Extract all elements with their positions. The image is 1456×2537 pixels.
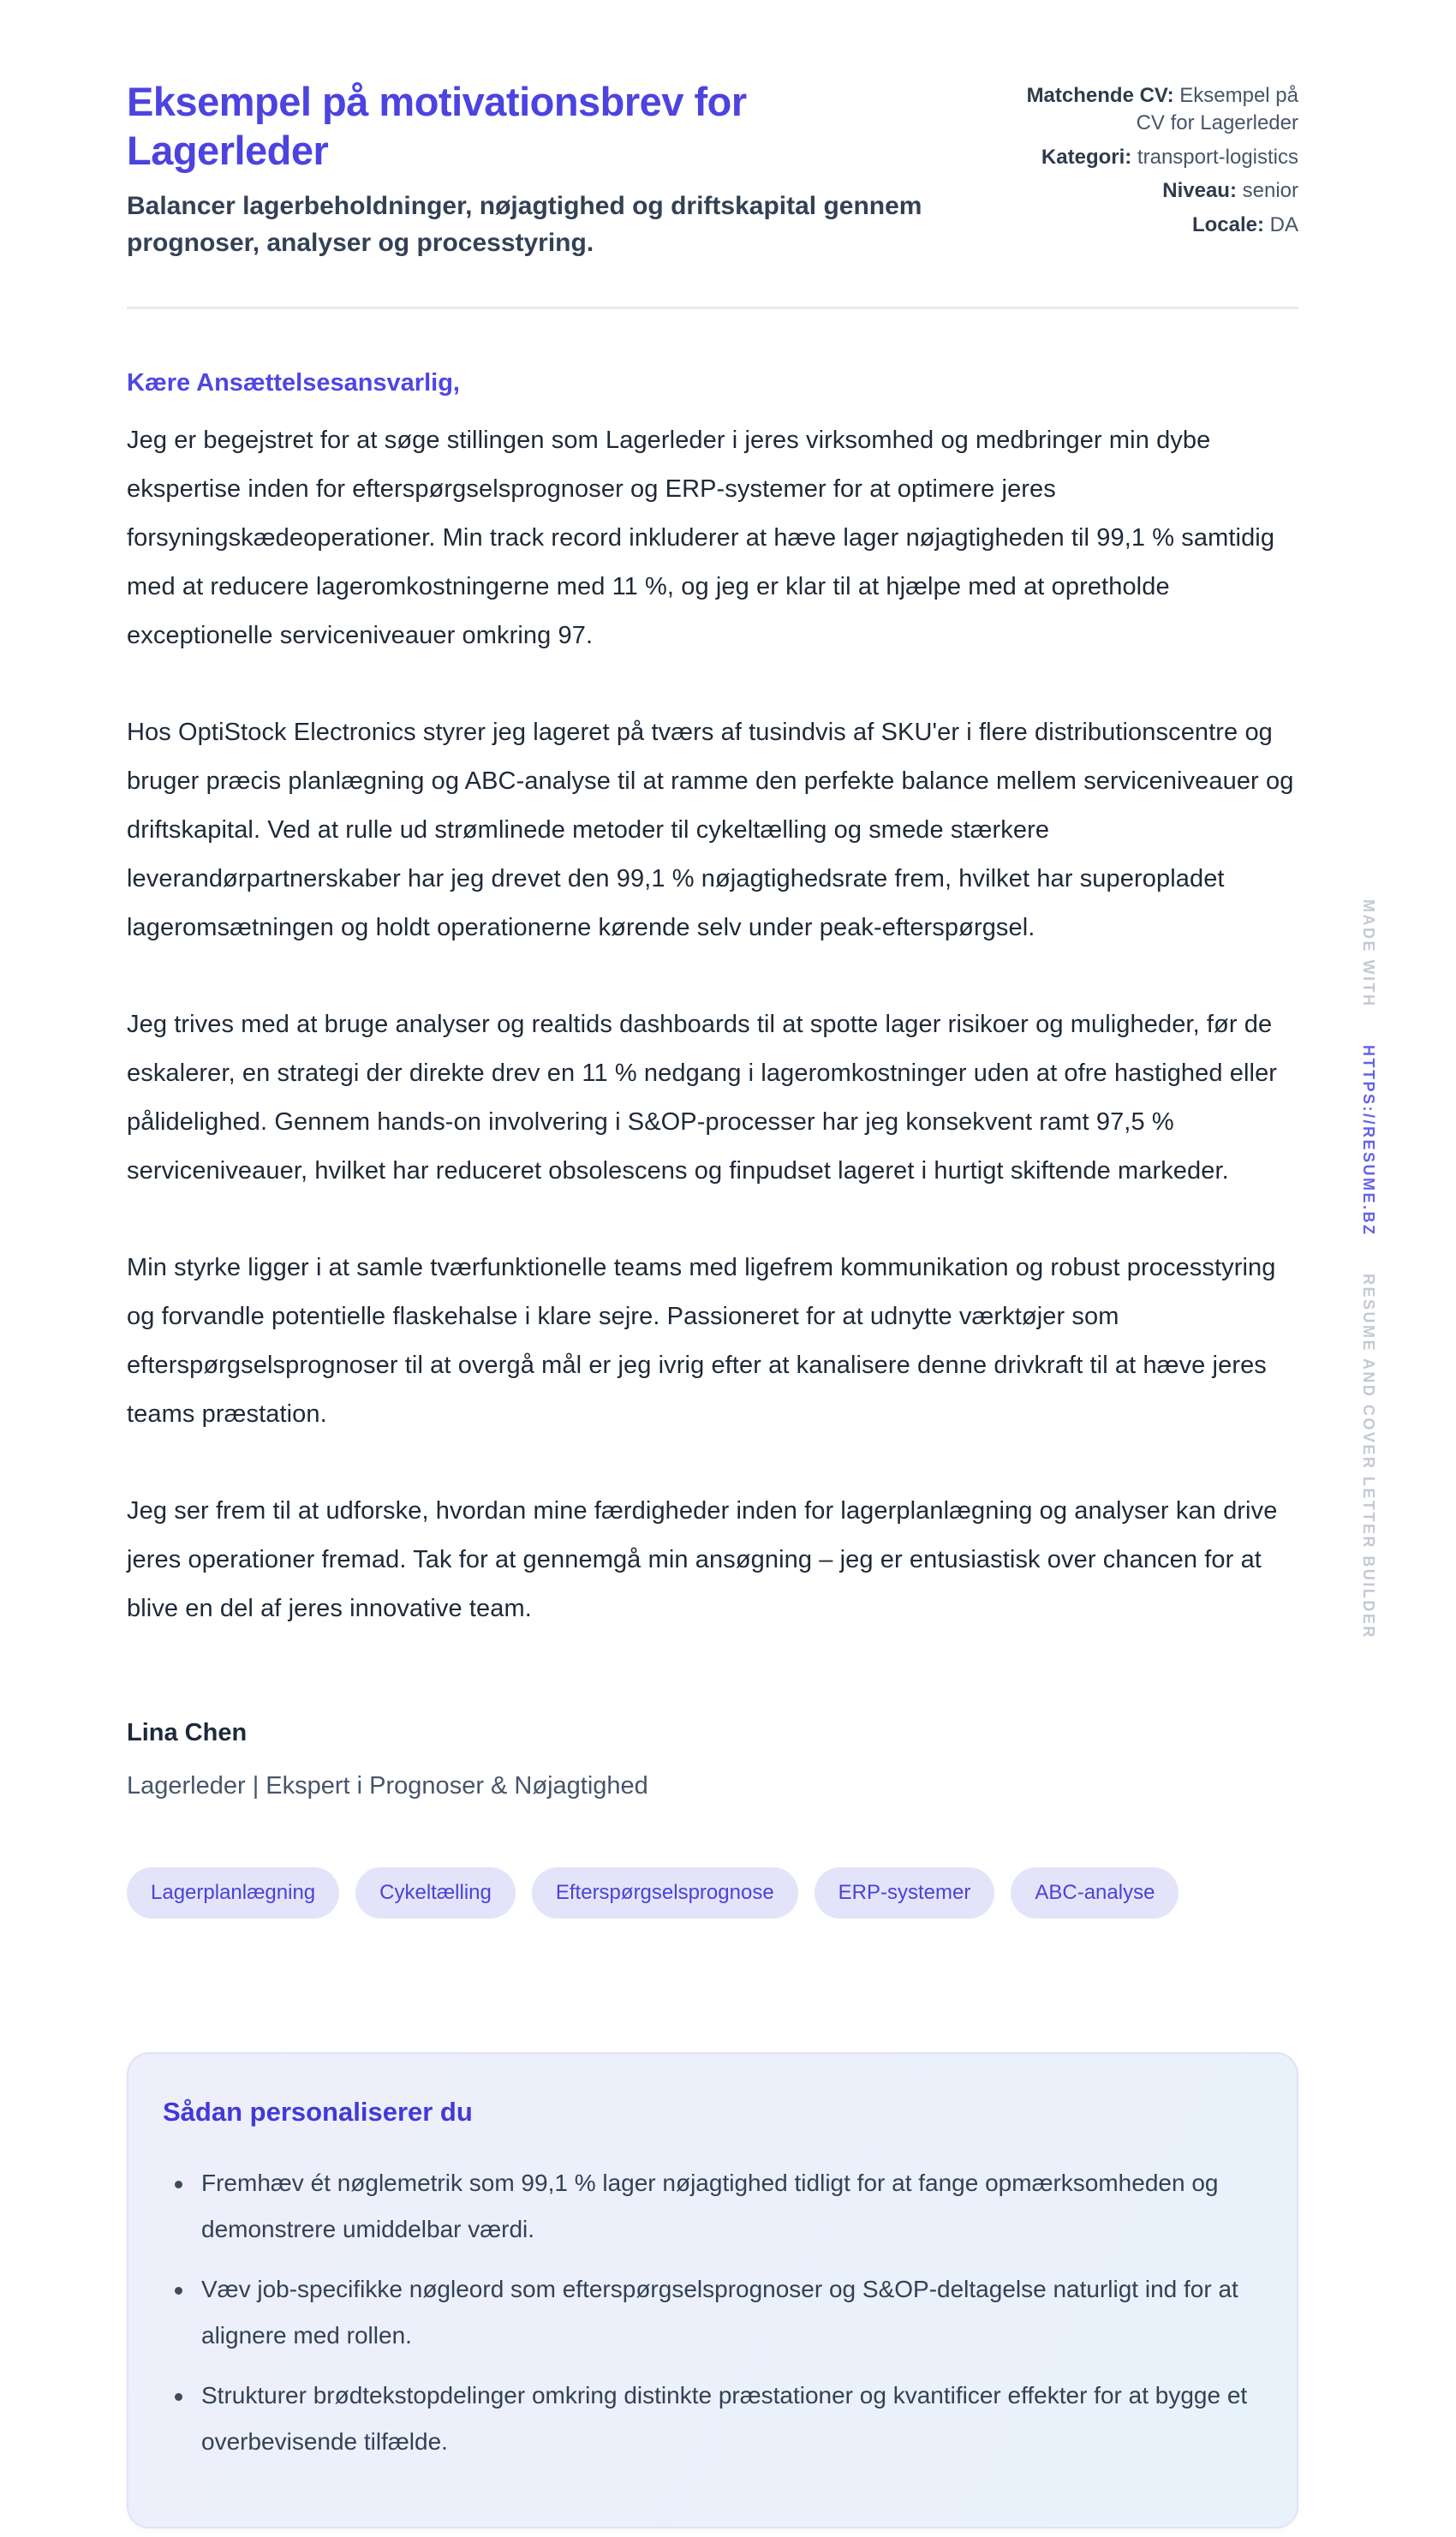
tip-text: Strukturer brødtekstopdelinger omkring distinkte præstationer og kvantificer effekter for at bygge et overbevisende tilfælde.: [201, 2381, 1248, 2455]
watermark: [1359, 899, 1377, 1639]
meta-label: Kategori:: [1041, 145, 1132, 169]
watermark-link[interactable]: HTTPS://RESUME.BZ: [1360, 1045, 1377, 1237]
page-title: Eksempel på motivationsbrev for Lagerleder: [127, 79, 747, 174]
tag-abc-analyse[interactable]: ABC-analyse: [1011, 1867, 1179, 1919]
header: [127, 77, 1298, 262]
letter-paragraph: Hos OptiStock Electronics styrer jeg lageret på tværs af tusindvis af SKU'er i flere distributionscentre og bruger præcis planlægning og ABC-analyse til at ramme den perfekte balance mellem serviceniveauer og driftskapital. Ved at rulle ud strømlinede metoder til cykeltælling og smede stærkere leverandørpartnerskaber har jeg drevet den 99,1 % nøjagtighedsrate frem, hvilket har superopladet lageromsætningen og holdt operationerne kørende selv under peak-efterspørgsel.: [127, 718, 1294, 941]
letter-greeting: Kære Ansættelsesansvarlig,: [127, 368, 460, 397]
page-subtitle: Balancer lagerbeholdninger, nøjagtighed og driftskapital gennem prognoser, analyser og processtyring.: [127, 191, 922, 258]
letter-paragraph: Min styrke ligger i at samle tværfunktionelle teams med ligefrem kommunikation og robust processtyring og forvandle potentielle flaskehalse i klare sejre. Passioneret for at udnytte værktøjer som efterspørgselsprognoser til at overgå mål er jeg ivrig efter at kanalisere denne drivkraft til at hæve jeres teams præstation.: [127, 1253, 1276, 1428]
signature-block: [127, 1719, 1298, 1800]
tip-item: [163, 2373, 1249, 2465]
tag-lagerplanlaegning[interactable]: Lagerplanlægning: [127, 1867, 339, 1919]
meta-value: Eksempel på CV for Lagerleder: [1136, 84, 1298, 135]
watermark-suffix: RESUME AND COVER LETTER BUILDER: [1360, 1274, 1377, 1639]
meta-value: DA: [1263, 212, 1298, 236]
signature-name: Lina Chen: [127, 1718, 248, 1746]
tips-list: [163, 2160, 1249, 2465]
letter-body: [127, 369, 1298, 1800]
meta-value: senior: [1236, 179, 1298, 203]
meta-value: transport-logistics: [1131, 145, 1298, 169]
meta-label: Matchende CV:: [1026, 84, 1174, 107]
tips-box: [127, 2052, 1298, 2528]
header-titles: [127, 77, 966, 262]
meta-panel: [1016, 77, 1298, 245]
tip-item: [163, 2266, 1249, 2359]
letter-paragraph: Jeg trives med at bruge analyser og realtids dashboards til at spotte lager risikoer og muligheder, før de eskalerer, en strategi der direkte drev en 11 % nedgang i lageromkostninger uden at ofre hastighed eller pålidelighed. Gennem hands-on involvering i S&OP-processer har jeg konsekvent ramt 97,5 % serviceniveauer, hvilket har reduceret obsolescens og finpudset lageret i hurtigt skiftende markeder.: [127, 1010, 1278, 1185]
header-divider: [127, 307, 1298, 309]
bullet-dot-icon: [175, 2393, 182, 2401]
meta-matching-cv: [1016, 82, 1298, 138]
bullet-dot-icon: [175, 2287, 182, 2295]
meta-category: [1016, 144, 1298, 171]
signature-title: Lagerleder | Ekspert i Prognoser & Nøjagtighed: [127, 1771, 648, 1800]
tips-title: Sådan personaliserer du: [163, 2096, 473, 2127]
meta-locale: [1016, 212, 1298, 239]
watermark-prefix: MADE WITH: [1360, 899, 1377, 1008]
tip-text: Fremhæv ét nøglemetrik som 99,1 % lager nøjagtighed tidligt for at fange opmærksomheden og demonstrere umiddelbar værdi.: [201, 2169, 1219, 2242]
skill-tags: [127, 1867, 1298, 1919]
tip-item: [163, 2160, 1249, 2253]
tag-cykeltaelling[interactable]: Cykeltælling: [355, 1867, 516, 1919]
meta-level: [1016, 177, 1298, 205]
bullet-dot-icon: [175, 2181, 182, 2188]
meta-label: Locale:: [1191, 212, 1264, 236]
letter-paragraph: Jeg ser frem til at udforske, hvordan mine færdigheder inden for lagerplanlægning og analyser kan drive jeres operationer fremad. Tak for at gennemgå min ansøgning – jeg er entusiastisk over chancen for at blive en del af jeres innovative team.: [127, 1496, 1278, 1622]
tag-efterspoergselsprognose[interactable]: Efterspørgselsprognose: [532, 1867, 798, 1919]
meta-label: Niveau:: [1162, 179, 1237, 203]
tip-text: Væv job-specifikke nøgleord som efterspørgselsprognoser og S&OP-deltagelse naturligt ind for at alignere med rollen.: [201, 2275, 1238, 2349]
letter-page: [127, 0, 1298, 2528]
letter-paragraph: Jeg er begejstret for at søge stillingen som Lagerleder i jeres virksomhed og medbringer min dybe ekspertise inden for efterspørgselsprognoser og ERP-systemer for at optimere jeres forsyningskædeoperationer. Min track record inkluderer at hæve lager nøjagtigheden til 99,1 % samtidig med at reducere lageromkostningerne med 11 %, og jeg er klar til at hjælpe med at opretholde exceptionelle serviceniveauer omkring 97.: [127, 426, 1275, 649]
tag-erp-systemer[interactable]: ERP-systemer: [815, 1867, 995, 1919]
